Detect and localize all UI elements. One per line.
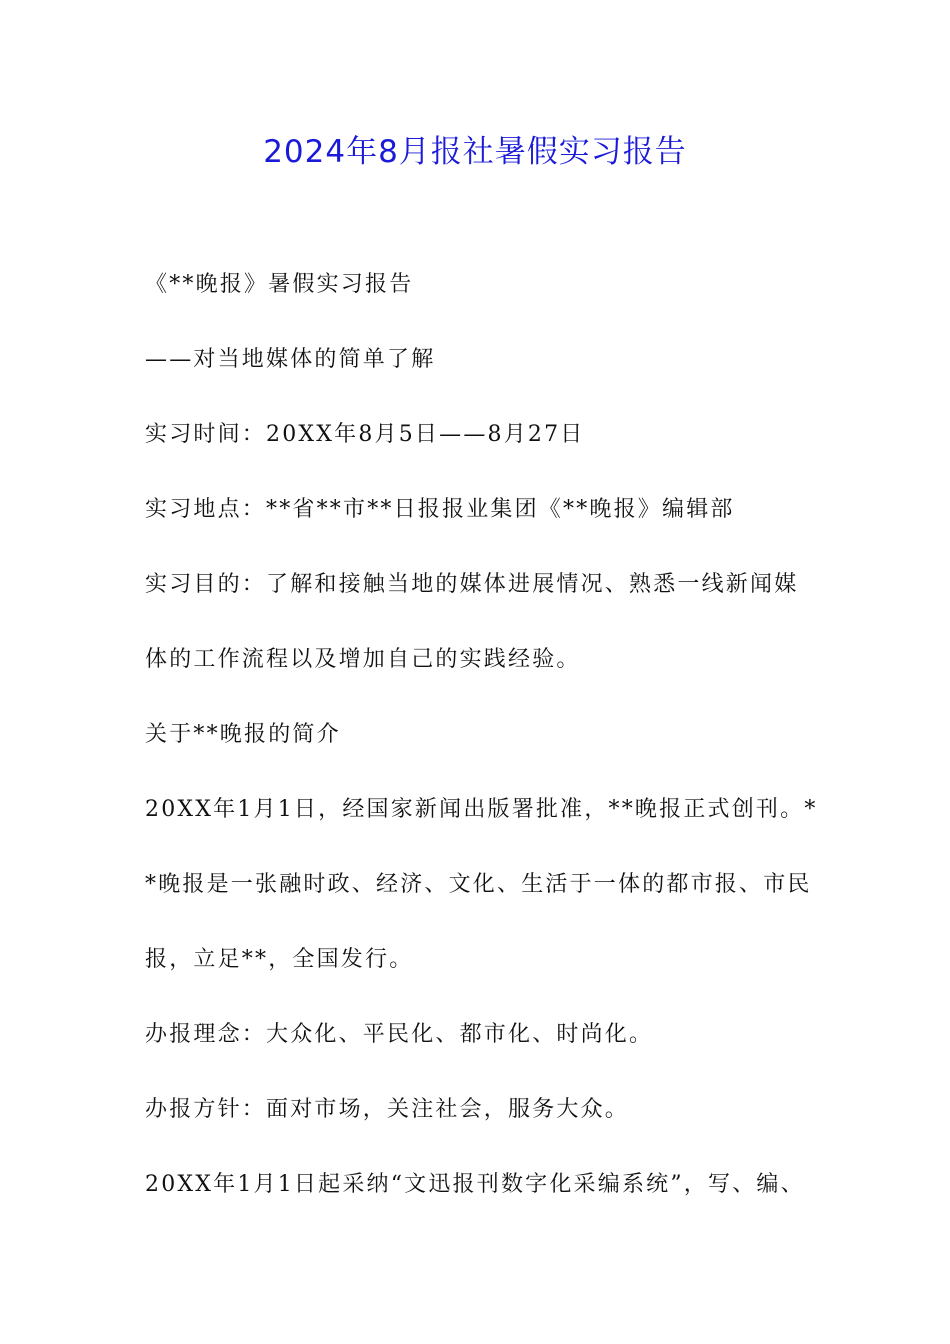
body-line-internship-time: 实习时间：20XX年8月5日——8月27日: [145, 422, 585, 447]
body-line-internship-purpose-cont: 体的工作流程以及增加自己的实践经验。: [145, 647, 581, 672]
body-line-policy: 办报方针：面对市场，关注社会，服务大众。: [145, 1097, 630, 1122]
body-line-report-heading: 《**晚报》暑假实习报告: [145, 272, 414, 297]
body-line-intro-paragraph-end: 报，立足**，全国发行。: [145, 947, 414, 972]
body-line-philosophy: 办报理念：大众化、平民化、都市化、时尚化。: [145, 1022, 654, 1047]
body-line-intro-paragraph-cont: *晚报是一张融时政、经济、文化、生活于一体的都市报、市民: [145, 872, 812, 897]
document-body: [145, 262, 825, 1237]
document-title: 2024年8月报社暑假实习报告: [263, 134, 687, 170]
body-line-subtitle: ——对当地媒体的简单了解: [145, 347, 436, 372]
body-line-system-adoption: 20XX年1月1日起采纳“文迅报刊数字化采编系统”，写、编、: [145, 1172, 805, 1197]
body-line-intro-paragraph: 20XX年1月1日，经国家新闻出版署批准，**晚报正式创刊。*: [145, 797, 818, 822]
body-line-internship-location: 实习地点：**省**市**日报报业集团《**晚报》编辑部: [145, 497, 735, 522]
body-line-internship-purpose: 实习目的：了解和接触当地的媒体进展情况、熟悉一线新闻媒: [145, 572, 799, 597]
body-line-intro-heading: 关于**晚报的简介: [145, 722, 341, 747]
